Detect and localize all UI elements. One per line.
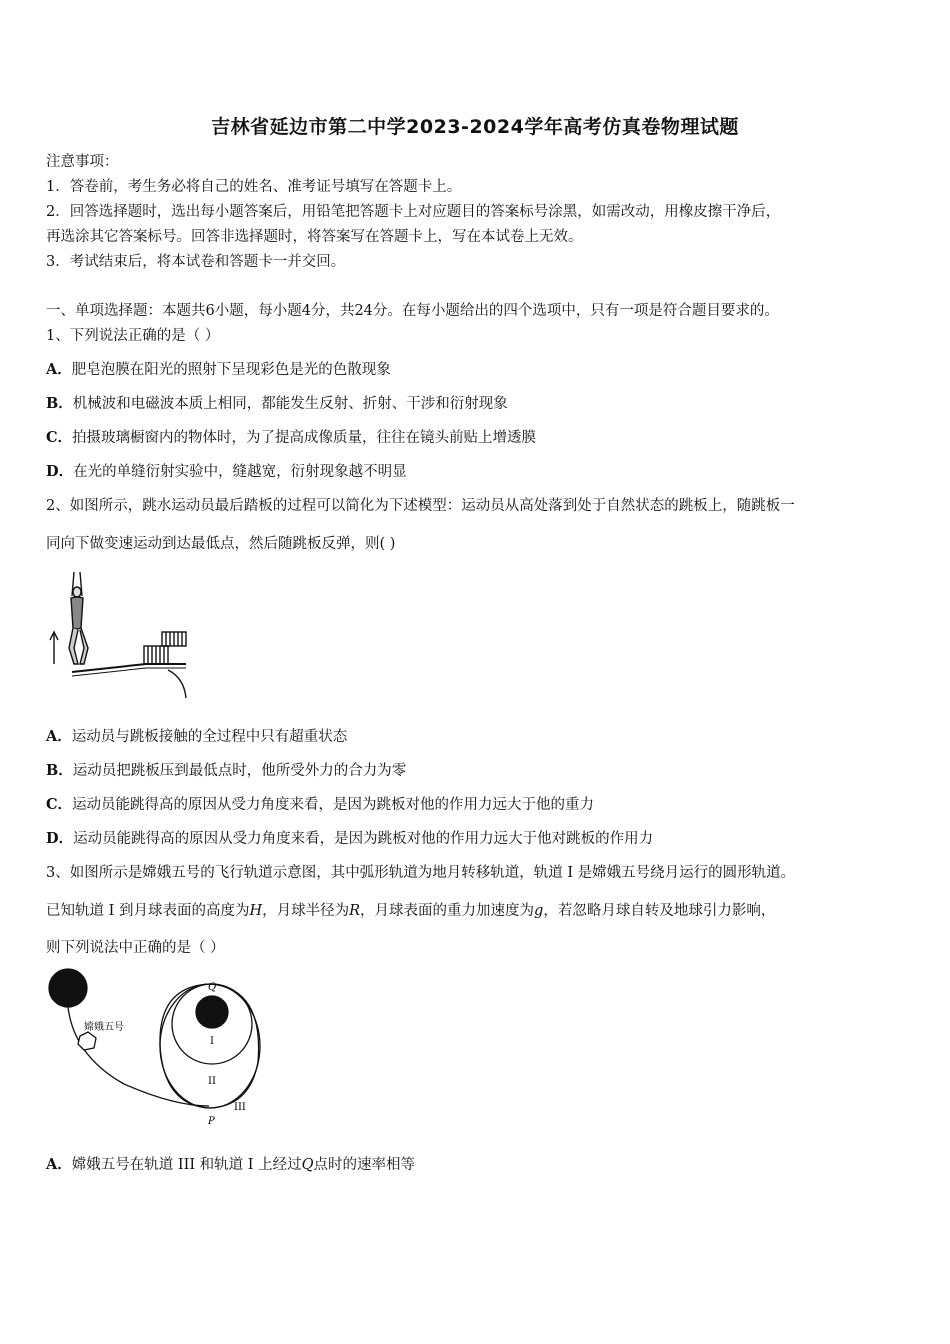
point-p-label: P bbox=[208, 1116, 215, 1127]
option-label: D． bbox=[46, 830, 74, 847]
option-text: 肥皂泡膜在阳光的照射下呈现彩色是光的色散现象 bbox=[71, 362, 391, 378]
question-2-stem: 2、如图所示，跳水运动员最后踏板的过程可以简化为下述模型：运动员从高处落到处于自然状态的跳板上，随跳板一 bbox=[46, 498, 795, 514]
question-1-option-a bbox=[46, 360, 391, 380]
point-q-label: Q bbox=[208, 982, 217, 993]
option-label: C． bbox=[46, 429, 73, 446]
earth bbox=[49, 969, 87, 1007]
option-text: 嫦娥五号在轨道 III 和轨道 I 上经过 bbox=[71, 1157, 302, 1173]
diver-body bbox=[71, 597, 83, 629]
notice-item: 再选涂其它答案标号。回答非选择题时，将答案写在答题卡上，写在本试卷上无效。 bbox=[46, 229, 583, 245]
option-text: 运动员能跳得高的原因从受力角度来看，是因为跳板对他的作用力远大于他的重力 bbox=[72, 797, 595, 813]
orbit-3-label: III bbox=[234, 1102, 246, 1113]
option-label: A． bbox=[46, 728, 72, 745]
option-label: A． bbox=[46, 1156, 72, 1173]
option-label: C． bbox=[46, 796, 73, 813]
page-title: 吉林省延边市第二中学2023-2024学年高考仿真卷物理试题 bbox=[211, 116, 739, 138]
question-2-option-b bbox=[46, 761, 406, 781]
orbit-1-label: I bbox=[210, 1036, 214, 1047]
var-g: g bbox=[534, 903, 544, 919]
moon bbox=[196, 996, 228, 1028]
orbit-2-label: II bbox=[208, 1076, 216, 1087]
stem-text: ，月球半径为 bbox=[262, 903, 350, 919]
notice-item: 3．考试结束后，将本试卷和答题卡一并交回。 bbox=[46, 254, 346, 270]
notice-item: 2．回答选择题时，选出每小题答案后，用铅笔把答题卡上对应题目的答案标号涂黑，如需改动，用橡皮擦干净后， bbox=[46, 204, 781, 220]
option-text: 拍摄玻璃橱窗内的物体时，为了提高成像质量，往往在镜头前贴上增透膜 bbox=[72, 430, 537, 446]
option-text: 运动员能跳得高的原因从受力角度来看，是因为跳板对他的作用力远大于他对跳板的作用力 bbox=[73, 831, 654, 847]
stem-text: 已知轨道 I 到月球表面的高度为 bbox=[46, 903, 250, 919]
notice-heading: 注意事项： bbox=[46, 154, 119, 170]
question-1-option-d bbox=[46, 462, 407, 482]
probe bbox=[78, 1032, 96, 1050]
option-label: B． bbox=[46, 395, 73, 412]
probe-label: 嫦娥五号 bbox=[84, 1022, 124, 1033]
question-2-option-a bbox=[46, 727, 347, 747]
option-label: B． bbox=[46, 762, 73, 779]
option-text: 运动员把跳板压到最低点时，他所受外力的合力为零 bbox=[72, 763, 407, 779]
option-text: 运动员与跳板接触的全过程中只有超重状态 bbox=[71, 729, 348, 745]
question-3-option-a bbox=[46, 1155, 415, 1175]
orbit-figure bbox=[44, 966, 274, 1132]
stem-text: ，若忽略月球自转及地球引力影响， bbox=[543, 903, 776, 919]
option-label: A． bbox=[46, 361, 72, 378]
question-1-option-c bbox=[46, 428, 536, 448]
question-2-option-c bbox=[46, 795, 594, 815]
option-text: 在光的单缝衍射实验中，缝越宽，衍射现象越不明显 bbox=[73, 464, 407, 480]
question-2-option-d bbox=[46, 829, 653, 849]
question-2-stem: 同向下做变速运动到达最低点，然后随跳板反弹，则( ) bbox=[46, 536, 396, 552]
question-3-stem bbox=[46, 901, 775, 921]
var-h: H bbox=[249, 903, 263, 919]
var-q: Q bbox=[301, 1157, 314, 1173]
option-label: D． bbox=[46, 463, 74, 480]
question-3-stem: 3、如图所示是嫦娥五号的飞行轨道示意图，其中弧形轨道为地月转移轨道，轨道 I 是嫦娥五号绕月运行的圆形轨道。 bbox=[46, 865, 796, 881]
diver-head bbox=[73, 587, 81, 597]
diver-leg bbox=[69, 628, 78, 664]
diving-figure bbox=[44, 568, 194, 708]
stem-text: ，月球表面的重力加速度为 bbox=[360, 903, 535, 919]
question-3-stem: 则下列说法中正确的是（ ） bbox=[46, 940, 225, 956]
diver-leg bbox=[80, 628, 88, 664]
board-support bbox=[168, 670, 186, 698]
notice-item: 1．答卷前，考生务必将自己的姓名、准考证号填写在答题卡上。 bbox=[46, 179, 462, 195]
option-text: 点时的速率相等 bbox=[313, 1157, 416, 1173]
option-text: 机械波和电磁波本质上相同，都能发生反射、折射、干涉和衍射现象 bbox=[72, 396, 508, 412]
var-r: R bbox=[349, 903, 361, 919]
question-1-option-b bbox=[46, 394, 508, 414]
section-heading: 一、单项选择题：本题共6小题，每小题4分，共24分。在每小题给出的四个选项中，只有一项是符合题目要求的。 bbox=[46, 303, 779, 319]
question-1-stem: 1、下列说法正确的是（ ） bbox=[46, 328, 220, 344]
